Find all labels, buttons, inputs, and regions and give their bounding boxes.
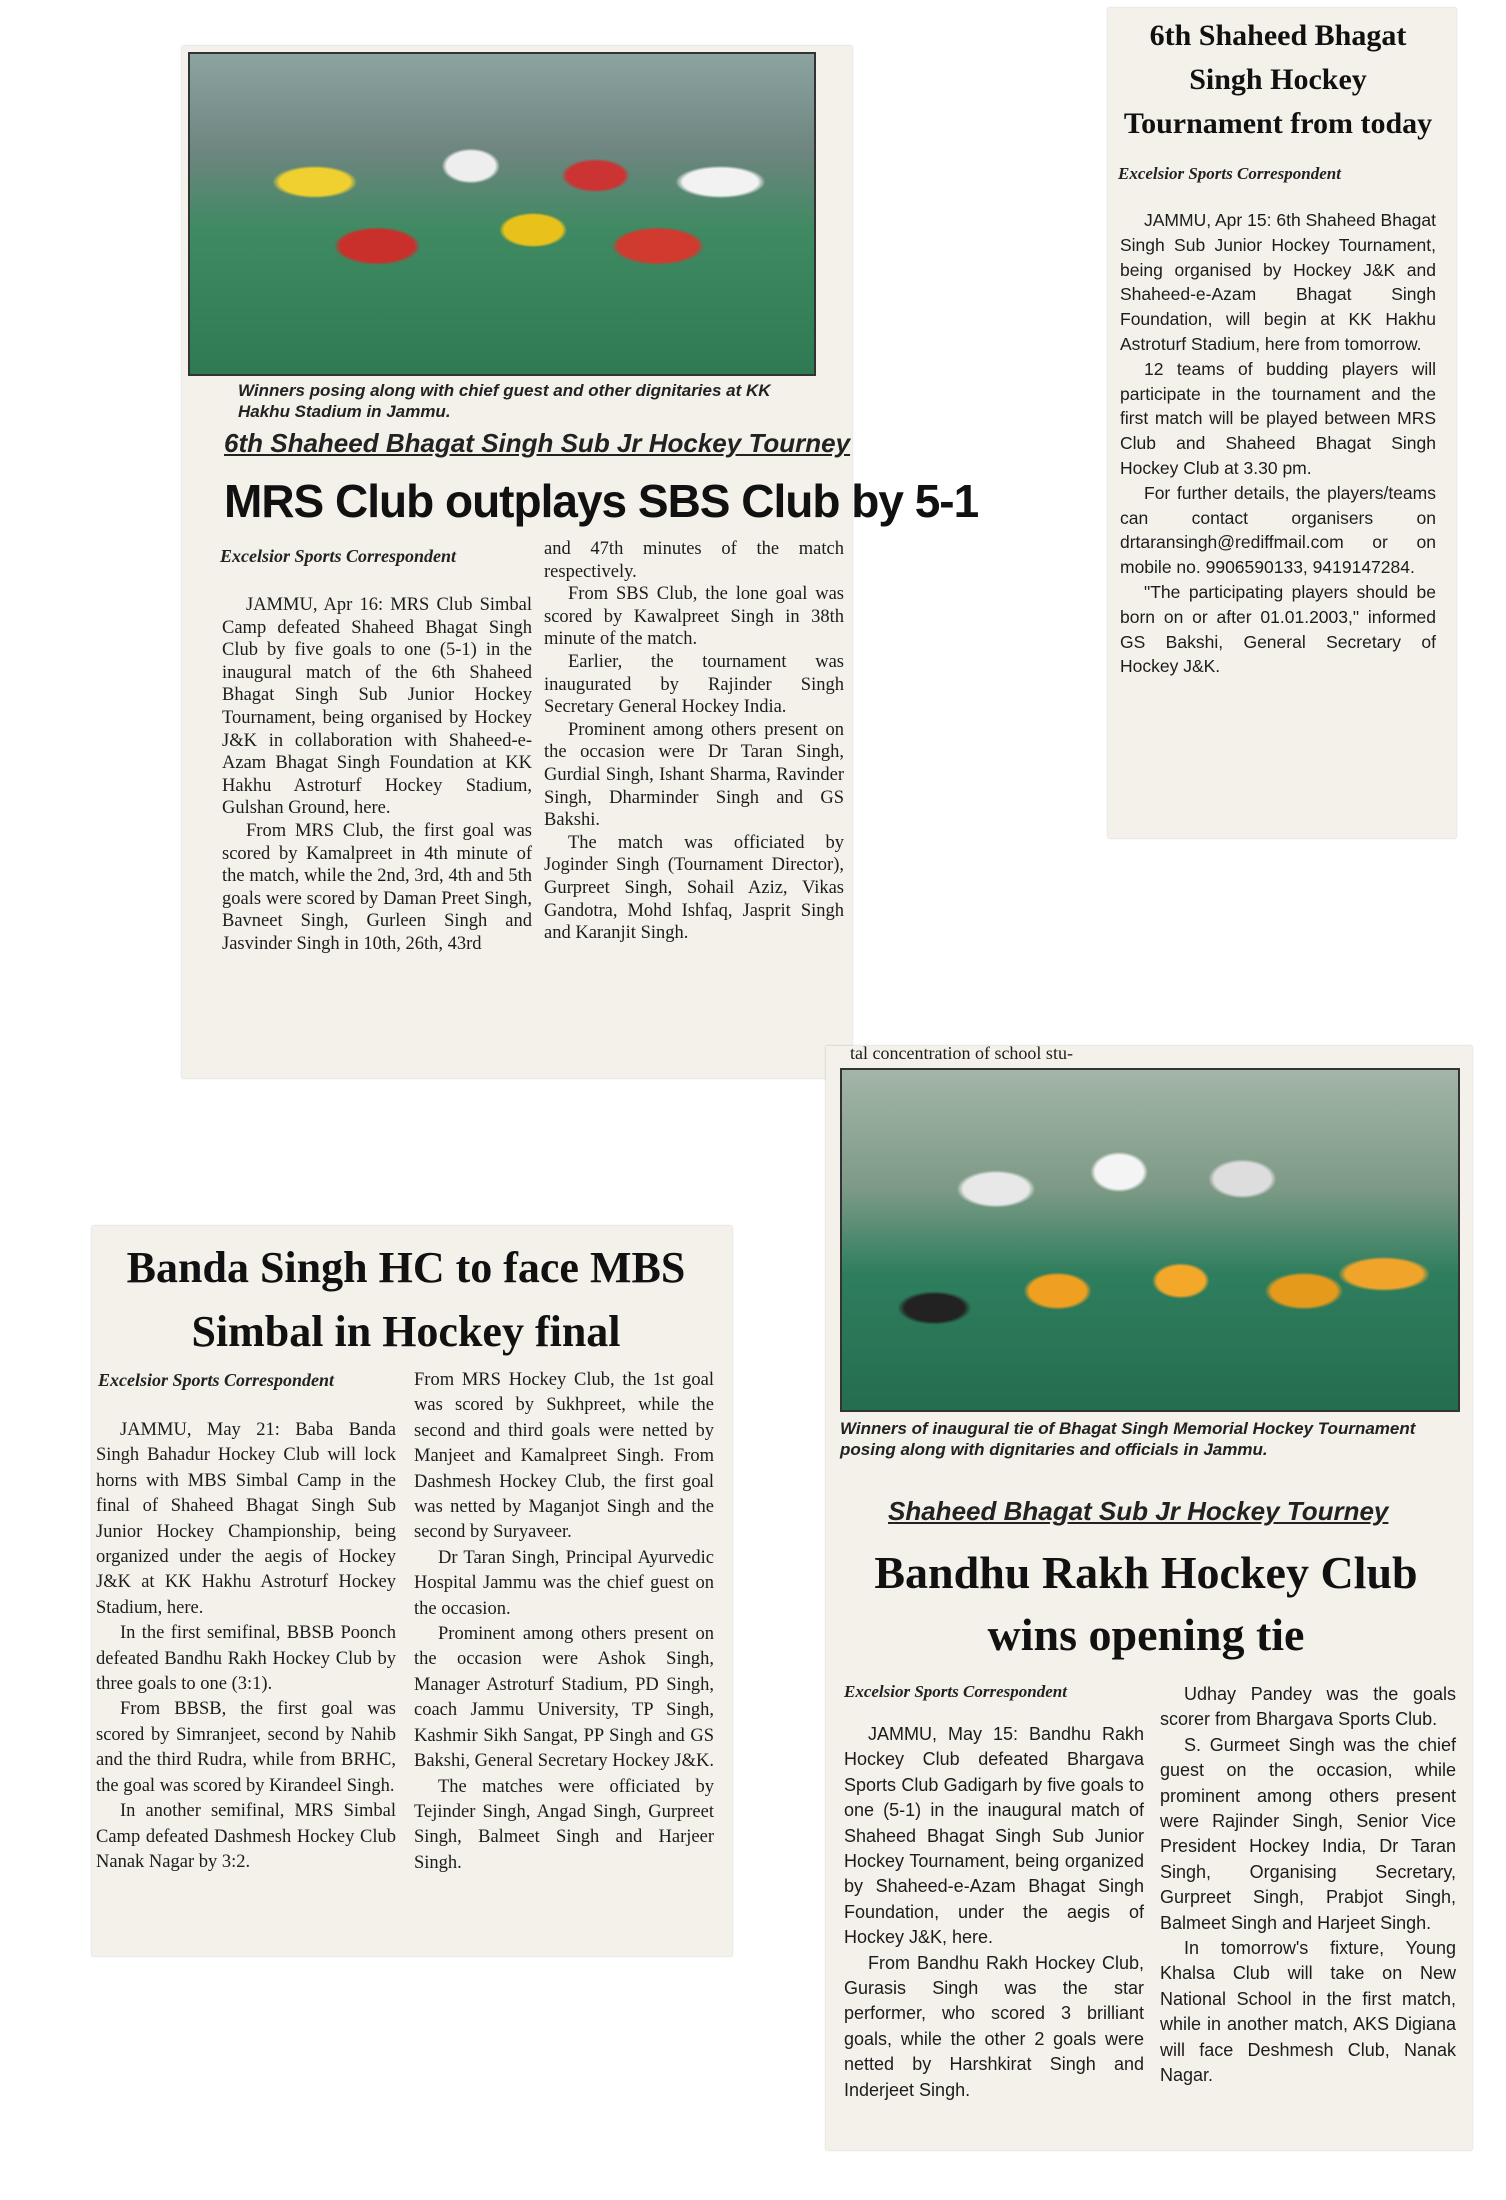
byline: Excelsior Sports Correspondent: [98, 1370, 335, 1390]
column: [1120, 208, 1436, 679]
column-1: [844, 1722, 1144, 2103]
headline: Banda Singh HC to face MBS Simbal in Hockey final: [126, 1243, 686, 1356]
paragraph: Prominent among others present on the occasion were Dr Taran Singh, Gurdial Singh, Ishant Sharma, Ravinder Singh, Dharminder Singh and GS Bakshi.: [544, 719, 844, 831]
paragraph: 12 teams of budding players will participate in the tournament and the first match will be played between MRS Club and Shaheed Bhagat Singh Hockey Club at 3.30 pm.: [1120, 358, 1436, 478]
headline: Bandhu Rakh Hockey Club wins opening tie: [874, 1547, 1418, 1660]
paragraph: In the first semifinal, BBSB Poonch defeated Bandhu Rakh Hockey Club by three goals to one (3:1).: [96, 1623, 396, 1695]
paragraph: Prominent among others present on the occasion were Ashok Singh, Manager Astroturf Stadium, PD Singh, coach Jammu University, TP Singh, Kashmir Sikh Sangat, PP Singh and GS Bakshi, General Secretary Hockey J&K.: [414, 1624, 715, 1772]
paragraph: From MRS Club, the first goal was scored by Kamalpreet in 4th minute of the match, while the 2nd, 3rd, 4th and 5th goals were scored by Daman Preet Singh, Bavneet Singh, Gurleen Singh and Jasvinder Singh in 10th, 26th, 43rd: [222, 820, 532, 954]
paragraph: JAMMU, May 21: Baba Banda Singh Bahadur Hockey Club will lock horns with MBS Simbal Camp in the final of Shaheed Bhagat Singh Sub Junior Hockey Championship, being organized under the aegis of Hockey J&K at KK Hakhu Astroturf Hockey Stadium, here.: [96, 1420, 396, 1618]
team-photo: [840, 1068, 1460, 1412]
paragraph: JAMMU, Apr 16: MRS Club Simbal Camp defeated Shaheed Bhagat Singh Club by five goals to one (5-1) in the inaugural match of the 6th Shaheed Bhagat Singh Sub Junior Hockey Tournament, being organised by Hockey J&K in collaboration with Shaheed-e-Azam Bhagat Singh Foundation at KK Hakhu Astroturf Hockey Stadium, Gulshan Ground, here.: [222, 595, 532, 819]
paragraph: Earlier, the tournament was inaugurated by Rajinder Singh Secretary General Hockey India.: [544, 651, 844, 718]
column-1: [96, 1418, 396, 1875]
paragraph: In tomorrow's fixture, Young Khalsa Club will take on New National School in the first match, while in another match, AKS Digiana will face Deshmesh Club, Nanak Nagar.: [1160, 1938, 1456, 2086]
team-photo: [188, 52, 816, 376]
paragraph: S. Gurmeet Singh was the chief guest on the occasion, while prominent among others present were Rajinder Singh, Senior Vice President Hockey India, Dr Taran Singh, Organising Secretary, Gurpreet Singh, Prabjot Singh, Balmeet Singh and Harjeet Singh.: [1160, 1734, 1456, 1933]
byline: Excelsior Sports Correspondent: [1118, 164, 1341, 183]
column-2: [414, 1368, 714, 1876]
paragraph: JAMMU, May 15: Bandhu Rakh Hockey Club defeated Bhargava Sports Club Gadigarh by five goals to one (5-1) in the inaugural match of Shaheed Bhagat Singh Sub Junior Hockey Tournament, being organized by Shaheed-e-Azam Bhagat Singh Foundation, under the aegis of Hockey J&K, here.: [844, 1724, 1144, 1948]
column-2: [1160, 1682, 1456, 2089]
paragraph: Udhay Pandey was the goals scorer from Bhargava Sports Club.: [1160, 1684, 1456, 1730]
paragraph: In another semifinal, MRS Simbal Camp defeated Dashmesh Hockey Club Nanak Nagar by 3:2.: [96, 1801, 396, 1872]
paragraph: From BBSB, the first goal was scored by Simranjeet, second by Nahib and the third Rudra, while from BRHC, the goal was scored by Kirandeel Singh.: [96, 1699, 396, 1796]
paragraph: "The participating players should be born on or after 01.01.2003," informed GS Bakshi, General Secretary of Hockey J&K.: [1120, 581, 1436, 677]
paragraph: From Bandhu Rakh Hockey Club, Gurasis Singh was the star performer, who scored 3 brilliant goals, while the other 2 goals were netted by Harshkirat Singh and Inderjeet Singh.: [844, 1952, 1144, 2100]
kicker: 6th Shaheed Bhagat Singh Sub Jr Hockey Tourney: [224, 428, 851, 458]
paragraph: Dr Taran Singh, Principal Ayurvedic Hospital Jammu was the chief guest on the occasion.: [414, 1547, 714, 1619]
headline: MRS Club outplays SBS Club by 5-1: [224, 475, 979, 527]
clipping-tournament-today: [1108, 8, 1456, 838]
clipping-bandhu-rakh: [826, 1043, 1472, 2150]
photo-caption: Winners posing along with chief guest and other dignitaries at KK Hakhu Stadium in Jammu.: [238, 381, 771, 421]
photo-caption: Winners of inaugural tie of Bhagat Singh Memorial Hockey Tournament posing along with dignitaries and officials in Jammu.: [840, 1419, 1416, 1459]
paragraph: JAMMU, Apr 15: 6th Shaheed Bhagat Singh Sub Junior Hockey Tournament, being organised by Hockey J&K and Shaheed-e-Azam Bhagat Singh Foundation, will begin at KK Hakhu Astroturf Stadium, here from tomorrow.: [1120, 210, 1436, 354]
headline: 6th Shaheed Bhagat Singh Hockey Tournament from today: [1123, 19, 1433, 140]
top-fragment: tal concentration of school stu-: [850, 1043, 1073, 1063]
paragraph: From MRS Hockey Club, the 1st goal was scored by Sukhpreet, while the second and third goals were netted by Manjeet and Kamalpreet Singh. From Dashmesh Hockey Club, the first goal was netted by Maganjot Singh and the second by Suryaveer.: [414, 1370, 714, 1543]
paragraph: From SBS Club, the lone goal was scored by Kawalpreet Singh in 38th minute of the match.: [544, 584, 844, 650]
byline: Excelsior Sports Correspondent: [844, 1682, 1067, 1701]
paragraph: The matches were officiated by Tejinder Singh, Angad Singh, Gurpreet Singh, Balmeet Singh and Harjeer Singh.: [414, 1776, 714, 1873]
paragraph: The match was officiated by Joginder Singh (Tournament Director), Gurpreet Singh, Sohail Aziz, Vikas Gandotra, Mohd Ishfaq, Jasprit Singh and Karanjit Singh.: [544, 832, 844, 944]
column-1: [222, 594, 532, 956]
column-2: [544, 538, 844, 945]
byline: Excelsior Sports Correspondent: [220, 546, 457, 566]
kicker: Shaheed Bhagat Sub Jr Hockey Tourney: [888, 1496, 1389, 1526]
clipping-banda-singh-final: [92, 1226, 732, 1956]
paragraph: For further details, the players/teams can contact organisers on drtaransingh@rediffmail.com or on mobile no. 9906590133, 9419147284.: [1120, 482, 1436, 578]
paragraph: and 47th minutes of the match respectively.: [544, 539, 844, 582]
